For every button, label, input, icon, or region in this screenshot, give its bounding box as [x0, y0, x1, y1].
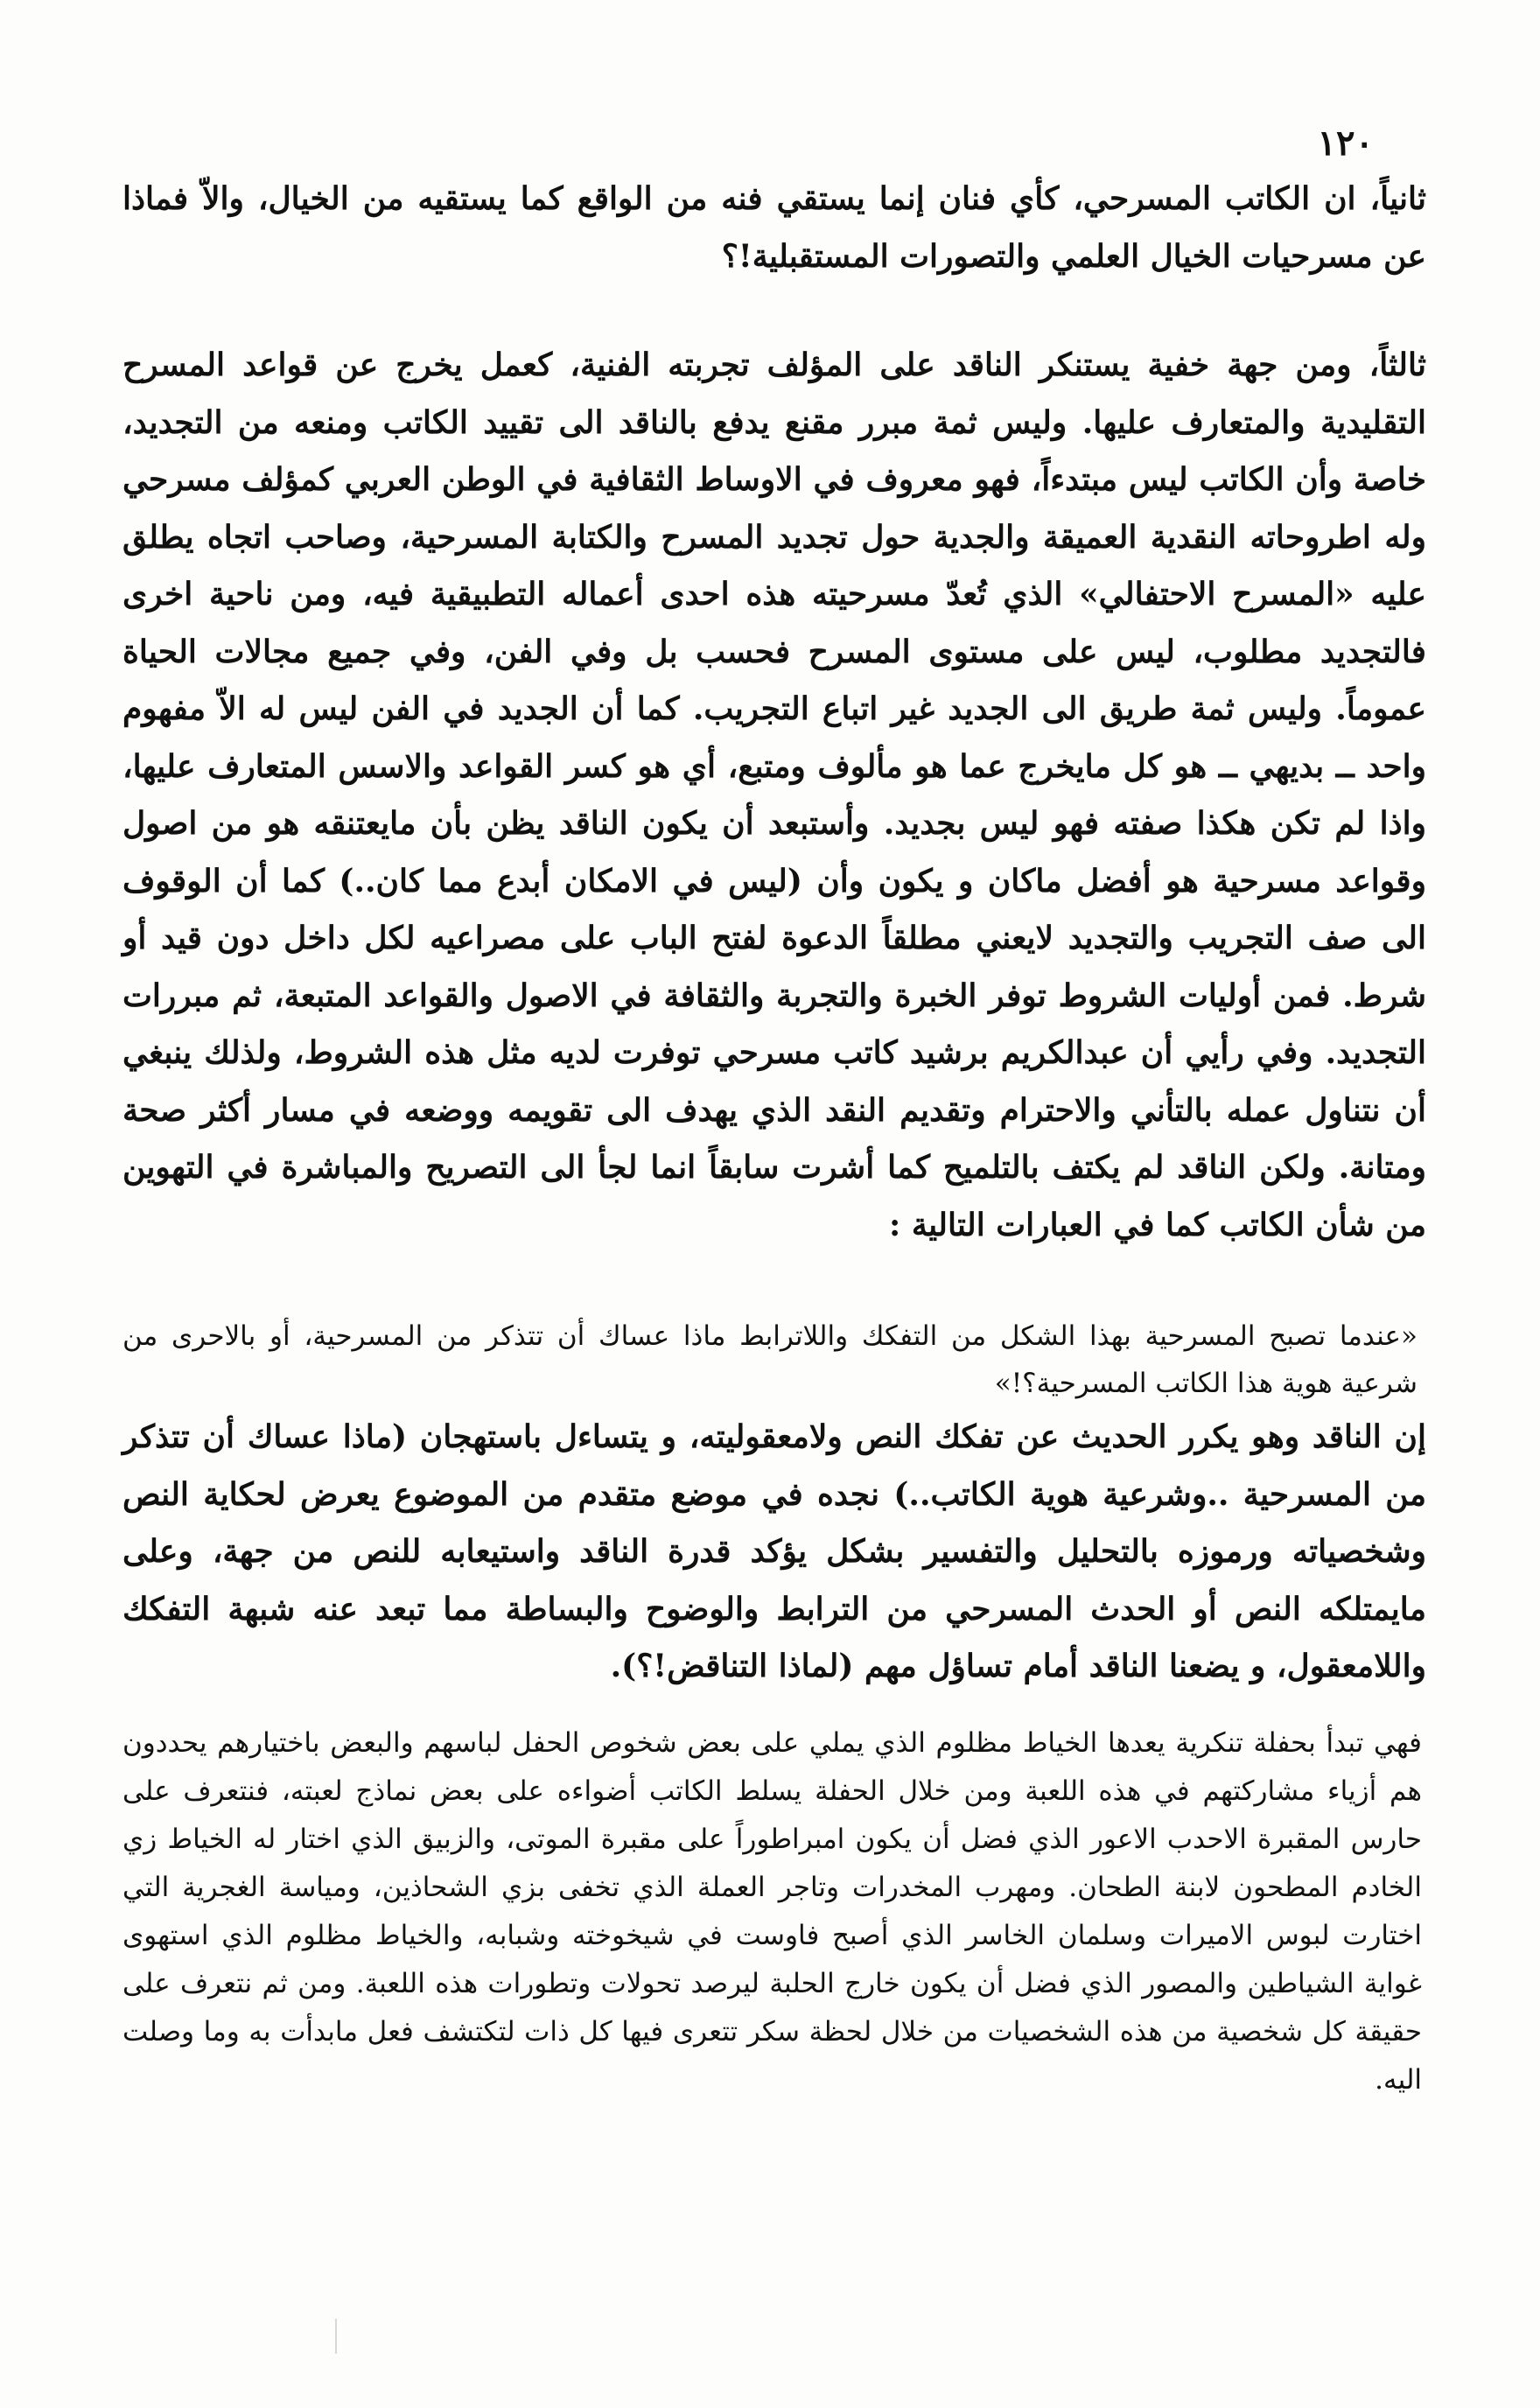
paragraph-play-summary: فهي تبدأ بحفلة تنكرية يعدها الخياط مظلوم الذي يملي على بعض شخوص الحفل لباسهم والبعض باختيارهم يحددون هم أزياء مشاركتهم في هذه اللعبة ومن خلال الحفلة يسلط الكاتب أضواءه على بعض نماذج لعبته، فنتعرف على حارس المقبرة الاحدب الاعور الذي فضل أن يكون امبراطوراً على مقبرة الموتى، والزبيق الذي اختار له الخياط زي الخادم المطحون لابنة الطحان. ومهرب المخدرات وتاجر العملة الذي تخفى بزي الشحاذين، ومياسة الغجرية التي اختارت لبوس الاميرات وسلمان الخاسر الذي أصبح فاوست في شيخوخته وشبابه، والخياط مظلوم الذي استهوى غواية الشياطين والمصور الذي فضل أن يكون خارج الحلبة ليرصد تحولات وتطورات هذه اللعبة. ومن ثم نتعرف على حقيقة كل شخصية من هذه الشخصيات من خلال لحظة سكر تتعرى فيها كل ذات لتكتشف فعل مابدأت به وما وصلت اليه.: [122, 1727, 1422, 2096]
quoted-passage: «عندما تصبح المسرحية بهذا الشكل من التفكك واللاترابط ماذا عساك أن تتذكر من المسرحية، أو بالاحرى من شرعية هوية هذا الكاتب المسرحية؟!»: [122, 1320, 1418, 1399]
paragraph-thirdly: ثالثاً، ومن جهة خفية يستنكر الناقد على المؤلف تجربته الفنية، كعمل يخرج عن قواعد المسرح التقليدية والمتعارف عليها. وليس ثمة مبرر مقنع يدفع بالناقد الى تقييد الكاتب ومنعه من التجديد، خاصة وأن الكاتب ليس مبتدءاً، فهو معروف في الاوساط الثقافية في الوطن العربي كمؤلف مسرحي وله اطروحاته النقدية العميقة والجدية حول تجديد المسرح والكتابة المسرحية، وصاحب اتجاه يطلق عليه «المسرح الاحتفالي» الذي تُعدّ مسرحيته هذه احدى أعماله التطبيقية فيه، ومن ناحية اخرى فالتجديد مطلوب، ليس على مستوى المسرح فحسب بل وفي الفن، وفي جميع مجالات الحياة عموماً. وليس ثمة طريق الى الجديد غير اتباع التجريب. كما أن الجديد في الفن ليس له الاّ مفهوم واحد ــ بديهي ــ هو كل مايخرج عما هو مألوف ومتبع، أي هو كسر القواعد والاسس المتعارف عليها، واذا لم تكن هكذا صفته فهو ليس بجديد. وأستبعد أن يكون الناقد يظن بأن مايعتنقه هو من اصول وقواعد مسرحية هو أفضل ماكان و يكون وأن (ليس في الامكان أبدع مما كان..) كما أن الوقوف الى صف التجريب والتجديد لايعني مطلقاً الدعوة لفتح الباب على مصراعيه لكل داخل دون قيد أو شرط. فمن أوليات الشروط توفر الخبرة والتجربة والثقافة في الاصول والقواعد المتبعة، ثم مبررات التجديد. وفي رأيي أن عبدالكريم برشيد كاتب مسرحي توفرت لديه مثل هذه الشروط، ولذلك ينبغي أن نتناول عمله بالتأني والاحترام وتقديم النقد الذي يهدف الى تقويمه ووضعه في مسار أكثر صحة ومتانة. ولكن الناقد لم يكتف بالتلميح كما أشرت سابقاً انما لجأ الى التصريح والمباشرة في التهوين من شأن الكاتب كما في العبارات التالية :: [122, 346, 1426, 1243]
paragraph-secondly: ثانياً، ان الكاتب المسرحي، كأي فنان إنما يستقي فنه من الواقع كما يستقيه من الخيال، والاّ فماذا عن مسرحيات الخيال العلمي والتصورات المستقبلية!؟: [122, 180, 1426, 275]
page-number: ١٢٠: [1317, 122, 1374, 164]
scan-mark: [335, 2319, 337, 2354]
paragraph-critic-contradiction: إن الناقد وهو يكرر الحديث عن تفكك النص ولامعقوليته، و يتساءل باستهجان (ماذا عساك أن تتذكر من المسرحية ..وشرعية هوية الكاتب..) نجده في موضع متقدم من الموضوع يعرض لحكاية النص وشخصياته ورموزه بالتحليل والتفسير بشكل يؤكد قدرة الناقد واستيعابه للنص من جهة، وعلى مايمتلكه النص أو الحدث المسرحي من الترابط والوضوح والبساطة مما تبعد عنه شبهة التفكك واللامعقول، و يضعنا الناقد أمام تساؤل مهم (لماذا التناقض!؟).: [122, 1418, 1426, 1684]
